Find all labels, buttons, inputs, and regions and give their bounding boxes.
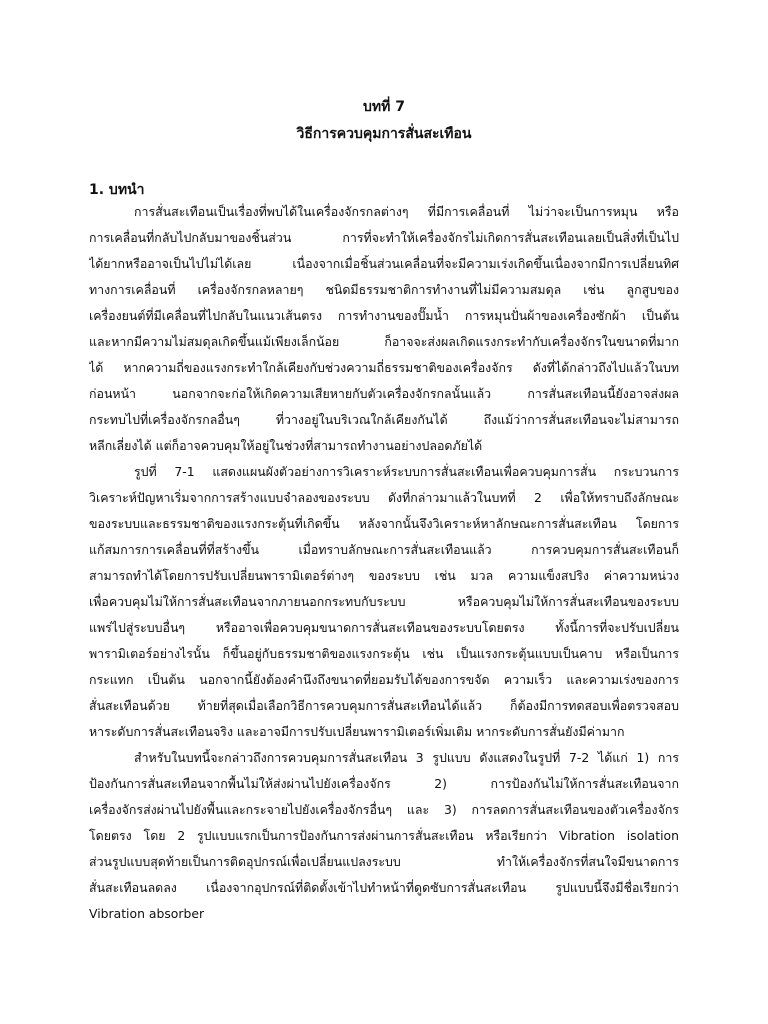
section-heading: 1. บทนำ — [89, 182, 145, 198]
paragraph-line: ได้ยากหรืออาจเป็นไปไม่ได้เลย เนื่องจากเมื่อชิ้นส่วนเคลื่อนที่จะมีความเร่งเกิดขึ้นเนื่องจากมีการเปลี่ยนทิศ — [89, 256, 679, 271]
paragraph-line: การเคลื่อนที่กลับไปกลับมาของชิ้นส่วน การที่จะทำให้เครื่องจักรไม่เกิดการสั่นสะเทือนเลยเป็นสิ่งที่เป็นไป — [89, 230, 679, 245]
paragraph-line: เพื่อควบคุมไม่ให้การสั่นสะเทือนจากภายนอกกระทบกับระบบ หรือควบคุมไม่ให้การสั่นสะเทือนของระบบ — [89, 594, 679, 609]
paragraph-line: ได้ หากความถี่ของแรงกระทำใกล้เคียงกับช่วงความถี่ธรรมชาติของเครื่องจักร ดังที่ได้กล่าวถึงไปแล้วในบท — [89, 360, 679, 375]
chapter-title: วิธีการควบคุมการสั่นสะเทือน — [296, 126, 472, 142]
paragraph-line: ป้องกันการสั่นสะเทือนจากพื้นไม่ให้ส่งผ่านไปยังเครื่องจักร 2) การป้องกันไม่ให้การสั่นสะเทือนจาก — [89, 776, 679, 791]
paragraph-line: กระแทก เป็นต้น นอกจากนี้ยังต้องคำนึงถึงขนาดที่ยอมรับได้ของการขจัด ความเร็ว และความเร่งของการ — [89, 672, 679, 687]
paragraph-line: สั่นสะเทือนด้วย ท้ายที่สุดเมื่อเลือกวิธีการควบคุมการสั่นสะเทือนได้แล้ว ก็ต้องมีการทดสอบเพื่อตรวจสอบ — [89, 698, 679, 713]
paragraph-line: ก่อนหน้า นอกจากจะก่อให้เกิดความเสียหายกับตัวเครื่องจักรกลนั้นแล้ว การสั่นสะเทือนนี้ยังอาจส่งผล — [89, 386, 679, 401]
paragraph-line: Vibration absorber — [89, 906, 205, 921]
paragraph-line: สามารถทำได้โดยการปรับเปลี่ยนพารามิเตอร์ต่างๆ ของระบบ เช่น มวล ความแข็งสปริง ค่าความหน่วง — [89, 568, 679, 583]
paragraph-line: โดยตรง โดย 2 รูปแบบแรกเป็นการป้องกันการส่งผ่านการสั่นสะเทือน หรือเรียกว่า Vibration isolation — [89, 828, 679, 843]
paragraph-line: แพร่ไปสู่ระบบอื่นๆ หรืออาจเพื่อควบคุมขนาดการสั่นสะเทือนของระบบโดยตรง ทั้งนี้การที่จะปรับเปลี่ยน — [89, 620, 679, 635]
paragraph-line: เครื่องยนต์ที่มีเคลื่อนที่ไปกลับในแนวเส้นตรง การทำงานของปั๊มน้ำ การหมุนปั่นผ้าของเครื่องซักผ้า เป็นต้น — [89, 308, 679, 323]
paragraph-line: ส่วนรูปแบบสุดท้ายเป็นการติดอุปกรณ์เพื่อเปลี่ยนแปลงระบบ ทำให้เครื่องจักรที่สนใจมีขนาดการ — [89, 854, 679, 869]
paragraph-line: ทางการเคลื่อนที่ เครื่องจักรกลหลายๆ ชนิดมีธรรมชาติการทำงานที่ไม่มีความสมดุล เช่น ลูกสูบของ — [89, 282, 679, 297]
paragraph-line: กระทบไปที่เครื่องจักรกลอื่นๆ ที่วางอยู่ในบริเวณใกล้เคียงกันได้ ถึงแม้ว่าการสั่นสะเทือนจะไม่สามารถ — [89, 412, 679, 427]
paragraph-line: ของระบบและธรรมชาติของแรงกระตุ้นที่เกิดขึ้น หลังจากนั้นจึงวิเคราะห์หาลักษณะการสั่นสะเทือน โดยการ — [89, 516, 679, 531]
paragraph-line: และหากมีความไม่สมดุลเกิดขึ้นแม้เพียงเล็กน้อย ก็อาจจะส่งผลเกิดแรงกระทำกับเครื่องจักรในขนาดที่มาก — [89, 334, 679, 349]
paragraph-line: สั่นสะเทือนลดลง เนื่องจากอุปกรณ์ที่ติดตั้งเข้าไปทำหน้าที่ดูดซับการสั่นสะเทือน รูปแบบนี้จึงมีชื่อเรียกว่า — [89, 880, 679, 895]
paragraph-line: แก้สมการการเคลื่อนที่ที่สร้างขึ้น เมื่อทราบลักษณะการสั่นสะเทือนแล้ว การควบคุมการสั่นสะเทือนก็ — [89, 542, 679, 557]
chapter-number: บทที่ 7 — [363, 99, 405, 115]
paragraph-line: สำหรับในบทนี้จะกล่าวถึงการควบคุมการสั่นสะเทือน 3 รูปแบบ ดังแสดงในรูปที่ 7-2 ได้แก่ 1) การ — [134, 750, 679, 765]
paragraph-line: การสั่นสะเทือนเป็นเรื่องที่พบได้ในเครื่องจักรกลต่างๆ ที่มีการเคลื่อนที่ ไม่ว่าจะเป็นการหมุน หรือ — [134, 204, 679, 219]
paragraph-line: หาระดับการสั่นสะเทือนจริง และอาจมีการปรับเปลี่ยนพารามิเตอร์เพิ่มเติม หากระดับการสั่นยังมีค่ามาก — [89, 724, 625, 739]
paragraph-line: วิเคราะห์ปัญหาเริ่มจากการสร้างแบบจำลองของระบบ ดังที่กล่าวมาแล้วในบทที่ 2 เพื่อให้ทราบถึงลักษณะ — [89, 490, 679, 505]
paragraph-line: หลีกเลี่ยงได้ แต่ก็อาจควบคุมให้อยู่ในช่วงที่สามารถทำงานอย่างปลอดภัยได้ — [89, 438, 483, 453]
paragraph-line: เครื่องจักรส่งผ่านไปยังพื้นและกระจายไปยังเครื่องจักรอื่นๆ และ 3) การลดการสั่นสะเทือนของตัวเครื่องจักร — [89, 802, 679, 817]
paragraph-line: พารามิเตอร์อย่างไรนั้น ก็ขึ้นอยู่กับธรรมชาติของแรงกระตุ้น เช่น เป็นแรงกระตุ้นแบบเป็นคาบ หรือเป็นการ — [89, 646, 679, 661]
paragraph-line: รูปที่ 7-1 แสดงแผนผังตัวอย่างการวิเคราะห์ระบบการสั่นสะเทือนเพื่อควบคุมการสั่น กระบวนการ — [134, 464, 679, 479]
